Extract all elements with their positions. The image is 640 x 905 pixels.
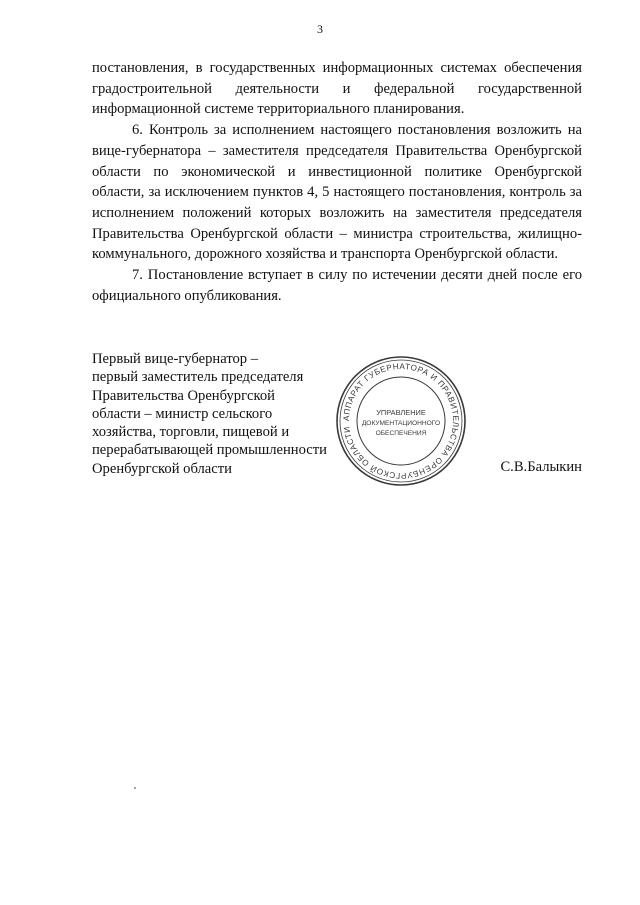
- paragraph-line: градостроительной деятельности и федеральной государственной: [92, 80, 582, 97]
- official-seal: [334, 354, 468, 488]
- signatory-title-line: первый заместитель председателя: [92, 369, 304, 386]
- signatory-title-line: Оренбургской области: [92, 460, 232, 477]
- signatory-title: [92, 350, 352, 478]
- signatory-title-line: хозяйства, торговли, пищевой и: [92, 424, 290, 441]
- seal-outer-text: АППАРАТ ГУБЕРНАТОРА И ПРАВИТЕЛЬСТВА ОРЕНБУРГСКОЙ ОБЛАСТИ: [341, 361, 461, 481]
- paragraph-continuation: [92, 58, 582, 120]
- paragraph-line: постановления, в государственных информационных системах обеспечения: [92, 60, 582, 76]
- signatory-name: С.В.Балыкин: [500, 459, 582, 475]
- scan-speck: [134, 787, 136, 789]
- paragraph-6: 6. Контроль за исполнением настоящего постановления возложить на вице-губернатора – заместителя председателя Правительства Оренбургской области по экономической и инвестиционной политике Оренбургской области, за исключением пунктов 4, 5 настоящего постановления, контроль за исполнением положений которых возложить на заместителя председателя Правительства Оренбургской области – министра строительства, жилищно-коммунального, дорожного хозяйства и транспорта Оренбургской области.: [92, 122, 582, 263]
- page-number: 3: [317, 22, 323, 36]
- seal-inner-text: ОБЕСПЕЧЕНИЯ: [375, 430, 427, 437]
- seal-inner-text: ДОКУМЕНТАЦИОННОГО: [361, 420, 441, 427]
- seal-inner-text: УПРАВЛЕНИЕ: [376, 408, 426, 417]
- paragraph-line: информационной системе территориального планирования.: [92, 101, 465, 118]
- signatory-title-line: Первый вице-губернатор –: [92, 351, 259, 367]
- document-body: [92, 58, 582, 306]
- signatory-title-line: перерабатывающей промышленности: [92, 442, 327, 459]
- signatory-title-line: Правительства Оренбургской: [92, 387, 275, 404]
- signatory-title-line: области – министр сельского: [92, 405, 273, 422]
- paragraph-7: 7. Постановление вступает в силу по истечении десяти дней после его официального опубликования.: [92, 267, 582, 304]
